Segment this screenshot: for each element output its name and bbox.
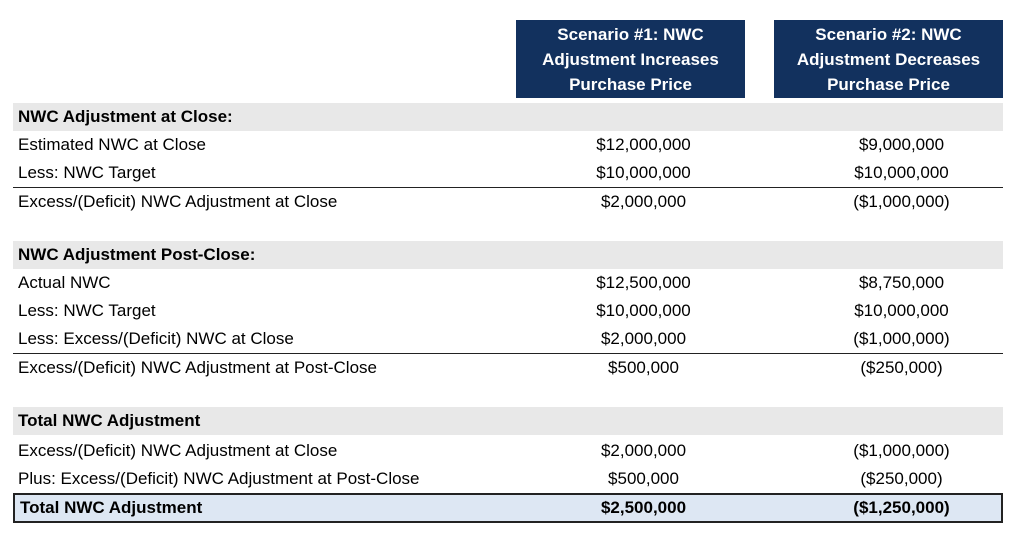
column-header-scenario-1: Scenario #1: NWC Adjustment Increases Purchase Price [516,20,745,98]
section-header-post-close [13,241,1003,269]
scenario-1-value: $500,000 [608,358,679,377]
scenario-1-value: $500,000 [608,469,679,488]
scenario-2-value: $10,000,000 [854,301,949,320]
table-row [13,131,1003,159]
total-row [13,493,1003,523]
row-label: Less: NWC Target [18,163,156,182]
section-title: Total NWC Adjustment [18,411,201,430]
row-label: Excess/(Deficit) NWC Adjustment at Close [18,192,338,211]
subtotal-row [13,353,1003,382]
scenario-1-value: $2,000,000 [600,441,687,460]
table-row [13,297,1003,325]
subtotal-row [13,187,1003,216]
row-label: Less: NWC Target [18,301,156,320]
row-label: Plus: Excess/(Deficit) NWC Adjustment at Post-Close [18,469,420,488]
section-header-close [13,103,1003,131]
row-label: Total NWC Adjustment [20,498,203,517]
scenario-1-value: $2,000,000 [600,192,687,211]
scenario-1-value: $10,000,000 [596,301,691,320]
column-header-scenario-2: Scenario #2: NWC Adjustment Decreases Purchase Price [774,20,1003,98]
row-label: Excess/(Deficit) NWC Adjustment at Post-Close [18,358,377,377]
scenario-2-value: ($1,000,000) [853,441,950,460]
row-label: Estimated NWC at Close [18,135,206,154]
table-row [13,159,1003,187]
scenario-1-value: $2,000,000 [600,329,687,348]
section-title: NWC Adjustment Post-Close: [18,245,256,264]
row-label: Less: Excess/(Deficit) NWC at Close [18,329,294,348]
row-label: Excess/(Deficit) NWC Adjustment at Close [18,441,338,460]
scenario-1-value: $10,000,000 [596,163,691,182]
scenario-2-value: $10,000,000 [854,163,949,182]
table-row [13,325,1003,353]
section-title: NWC Adjustment at Close: [18,107,233,126]
table-row [13,465,1003,493]
scenario-2-value: ($250,000) [860,469,943,488]
scenario-1-value: $12,000,000 [596,135,691,154]
scenario-1-value: $12,500,000 [596,273,691,292]
scenario-2-value: ($1,000,000) [853,192,950,211]
table-row [13,437,1003,465]
scenario-2-value: ($1,000,000) [853,329,950,348]
scenario-2-value: $9,000,000 [858,135,945,154]
table-row [13,269,1003,297]
scenario-2-value: ($250,000) [860,358,943,377]
row-label: Actual NWC [18,273,111,292]
scenario-2-value: $8,750,000 [858,273,945,292]
section-header-total [13,407,1003,435]
scenario-1-value: $2,500,000 [600,498,687,517]
scenario-2-value: ($1,250,000) [853,498,950,517]
